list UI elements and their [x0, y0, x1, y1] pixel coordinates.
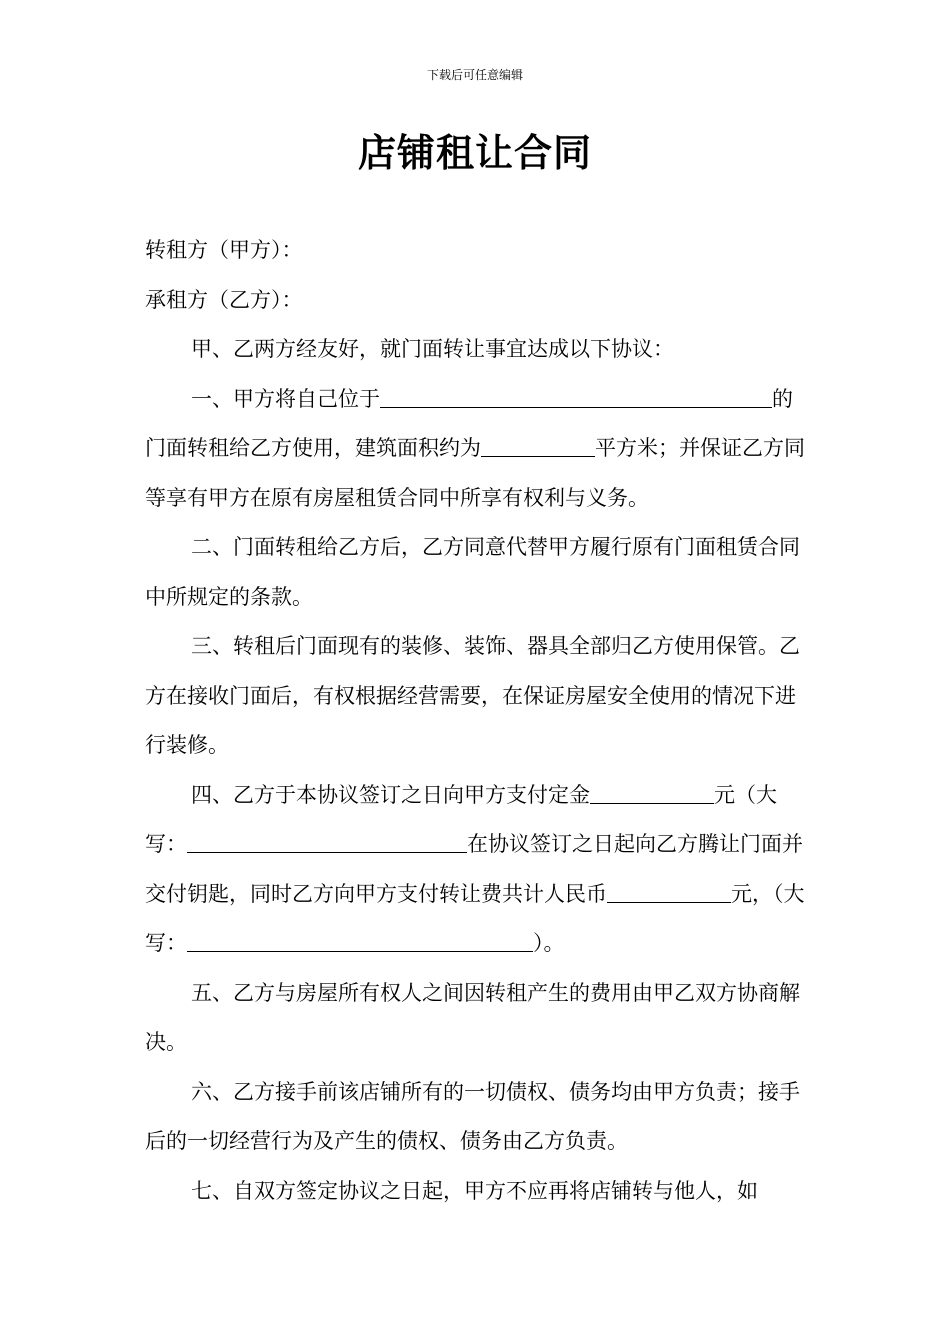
clause-4-text-e: ）。: [533, 931, 565, 955]
clause-1-text-b: 的门面转租给乙方使用，建筑面积约为: [145, 386, 793, 460]
lessee-line: 承租方（乙方）：: [145, 287, 303, 312]
clause-4-text-b: 元（大写：: [145, 782, 777, 856]
clause-5: 五、乙方与房屋所有权人之间因转租产生的费用由甲乙双方协商解决。: [145, 980, 800, 1054]
area-blank[interactable]: [481, 434, 595, 457]
location-blank[interactable]: [380, 385, 772, 408]
lessor-line: 转租方（甲方）：: [145, 238, 303, 262]
transfer-fee-words-blank[interactable]: [187, 929, 533, 952]
deposit-amount-blank[interactable]: [590, 781, 714, 804]
clause-6: 六、乙方接手前该店铺所有的一切债权、债务均由甲方负责；接手后的一切经营行为及产生的债权、债务由乙方负责。: [145, 1079, 800, 1153]
document-title: 店铺租让合同: [357, 130, 592, 175]
clause-4-text-c: 在协议签订之日起向乙方腾让门面并交付钥匙，同时乙方向甲方支付转让费共计人民币: [145, 832, 803, 906]
transfer-fee-blank[interactable]: [607, 880, 731, 903]
clause-4-text-d: 元，（大写：: [145, 881, 805, 955]
header-note: 下载后可任意编辑: [426, 68, 523, 82]
clause-1-text-c: 平方米；并保证乙方同等享有甲方在原有房屋租赁合同中所享有权利与义务。: [145, 436, 805, 510]
contract-body: [145, 226, 813, 1216]
clause-2: 二、门面转租给乙方后，乙方同意代替甲方履行原有门面租赁合同中所规定的条款。: [145, 535, 800, 609]
clause-1-text-a: 一、甲方将自己位于: [191, 386, 380, 411]
clause-7: 七、自双方签定协议之日起，甲方不应再将店铺转与他人，如: [191, 1178, 758, 1203]
deposit-words-blank[interactable]: [187, 830, 467, 853]
clause-4-text-a: 四、乙方于本协议签订之日向甲方支付定金: [191, 782, 590, 807]
clause-4: [145, 771, 813, 969]
clause-1: [145, 375, 813, 524]
intro-paragraph: 甲、乙两方经友好，就门面转让事宜达成以下协议：: [191, 337, 674, 361]
clause-3: 三、转租后门面现有的装修、装饰、器具全部归乙方使用保管。乙方在接收门面后，有权根据经营需要，在保证房屋安全使用的情况下进行装修。: [145, 634, 800, 757]
